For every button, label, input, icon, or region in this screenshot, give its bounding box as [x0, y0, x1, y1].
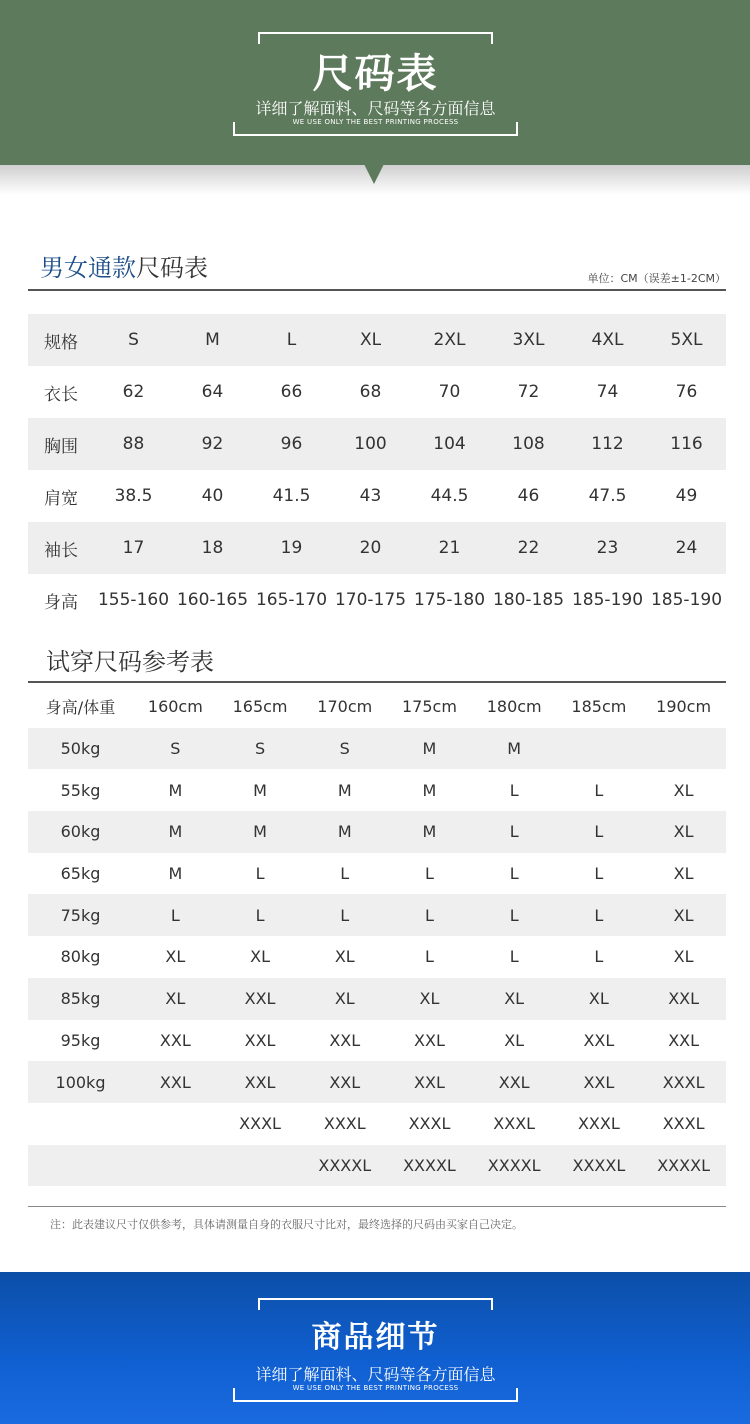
- banner-frame: [233, 32, 518, 136]
- size-section-title: [40, 248, 208, 283]
- table-cell: 165-170: [255, 590, 328, 610]
- row-header-cell: 肩宽: [44, 488, 78, 509]
- table-cell: 180-185: [492, 590, 565, 610]
- table-cell: XXXXL: [302, 1145, 387, 1187]
- size-table-row: [28, 574, 726, 626]
- table-cell: M: [173, 314, 252, 366]
- table-cell: XL: [165, 947, 186, 967]
- table-cell: 155-160: [97, 590, 170, 610]
- fit-table-row: [28, 1145, 726, 1187]
- section-divider: [28, 289, 726, 291]
- table-cell: L: [252, 314, 331, 366]
- table-cell: XL: [387, 978, 472, 1020]
- table-cell: 92: [173, 418, 252, 470]
- table-cell: 116: [647, 418, 726, 470]
- table-cell: 190cm: [656, 697, 712, 717]
- table-cell: XXXL: [239, 1114, 281, 1134]
- table-cell: M: [387, 811, 472, 853]
- table-cell: XXL: [302, 1061, 387, 1103]
- row-header-cell: 65kg: [60, 864, 101, 884]
- table-cell: 170cm: [317, 697, 373, 717]
- table-cell: 43: [359, 486, 382, 506]
- table-cell: 108: [489, 418, 568, 470]
- table-cell: 104: [410, 418, 489, 470]
- table-cell: XXL: [218, 1061, 303, 1103]
- table-cell: L: [472, 894, 557, 936]
- fit-divider: [28, 681, 726, 683]
- table-cell: 112: [568, 418, 647, 470]
- table-cell: M: [133, 811, 218, 853]
- fit-table-row: [28, 728, 726, 770]
- table-cell: M: [387, 728, 472, 770]
- row-header-cell: 50kg: [28, 728, 133, 770]
- table-cell: L: [594, 947, 604, 967]
- banner-title: 尺码表: [312, 51, 439, 97]
- table-cell: 23: [568, 522, 647, 574]
- table-cell: S: [302, 728, 387, 770]
- table-cell: 180cm: [486, 697, 542, 717]
- table-cell: L: [509, 947, 519, 967]
- table-cell: 18: [173, 522, 252, 574]
- table-cell: XXL: [668, 1030, 700, 1050]
- table-cell: XL: [302, 978, 387, 1020]
- table-cell: 19: [252, 522, 331, 574]
- table-cell: L: [425, 947, 434, 967]
- table-cell: XL: [557, 978, 642, 1020]
- table-cell: L: [509, 864, 519, 884]
- banner-tagline: WE USE ONLY THE BEST PRINTING PROCESS: [292, 118, 459, 126]
- table-cell: XXXXL: [387, 1145, 472, 1187]
- table-cell: 185-190: [650, 590, 723, 610]
- table-cell: XL: [673, 780, 694, 800]
- table-cell: 100: [331, 418, 410, 470]
- table-cell: 165cm: [232, 697, 288, 717]
- row-header-cell: 身高/体重: [45, 698, 116, 718]
- fit-table-row: [28, 1061, 726, 1103]
- table-cell: XXL: [641, 978, 726, 1020]
- table-cell: L: [133, 894, 218, 936]
- table-cell: L: [340, 864, 350, 884]
- table-cell: M: [472, 728, 557, 770]
- table-cell: XXXXL: [472, 1145, 557, 1187]
- table-cell: L: [594, 780, 604, 800]
- row-header-cell: 身高: [44, 592, 78, 613]
- table-cell: S: [133, 728, 218, 770]
- table-cell: 66: [280, 382, 303, 402]
- fit-table-row: [28, 1103, 726, 1145]
- table-cell: M: [302, 811, 387, 853]
- fit-table-row: [28, 978, 726, 1020]
- table-cell: 170-175: [334, 590, 407, 610]
- row-header-cell: 衣长: [44, 384, 78, 405]
- table-cell: XXXL: [662, 1114, 705, 1134]
- table-cell: XL: [472, 978, 557, 1020]
- top-banner: [0, 0, 750, 165]
- table-cell: XXXXL: [641, 1145, 726, 1187]
- table-cell: L: [425, 864, 434, 884]
- table-cell: 88: [94, 418, 173, 470]
- table-cell: XL: [504, 1030, 525, 1050]
- table-cell: L: [472, 811, 557, 853]
- row-header-cell: 100kg: [28, 1061, 133, 1103]
- bottom-divider: [28, 1206, 726, 1207]
- table-cell: 20: [331, 522, 410, 574]
- table-cell: XL: [641, 894, 726, 936]
- table-cell: 22: [489, 522, 568, 574]
- size-title-highlight: 男女通款: [40, 254, 136, 282]
- fit-table-row: [28, 1020, 726, 1062]
- banner-tagline: WE USE ONLY THE BEST PRINTING PROCESS: [292, 1384, 459, 1392]
- table-cell: 64: [201, 382, 224, 402]
- banner-subtitle: 详细了解面料、尺码等各方面信息: [255, 99, 496, 118]
- table-cell: 24: [647, 522, 726, 574]
- table-cell: [557, 728, 642, 770]
- table-cell: XXL: [244, 1030, 276, 1050]
- table-cell: XL: [673, 864, 694, 884]
- table-cell: L: [302, 894, 387, 936]
- table-cell: 4XL: [568, 314, 647, 366]
- table-cell: S: [218, 728, 303, 770]
- row-header-cell: 55kg: [60, 780, 101, 800]
- table-cell: 49: [675, 486, 698, 506]
- table-cell: [641, 728, 726, 770]
- row-header-cell: 80kg: [60, 947, 101, 967]
- table-cell: L: [387, 894, 472, 936]
- row-header-cell: 95kg: [60, 1030, 101, 1050]
- table-cell: 62: [122, 382, 145, 402]
- table-cell: 38.5: [114, 486, 153, 506]
- disclaimer-note: 注：此表建议尺寸仅供参考，具体请测量自身的衣服尺寸比对，最终选择的尺码由买家自己决定。: [50, 1218, 523, 1231]
- table-cell: XXL: [159, 1030, 191, 1050]
- size-table-row: [28, 314, 726, 366]
- fit-table-row: [28, 936, 726, 978]
- fit-table: [28, 686, 726, 1186]
- row-header-cell: 60kg: [28, 811, 133, 853]
- size-table-row: [28, 522, 726, 574]
- table-cell: XXXL: [641, 1061, 726, 1103]
- table-cell: 74: [596, 382, 619, 402]
- size-title-rest: 尺码表: [136, 254, 208, 282]
- table-cell: 175-180: [413, 590, 486, 610]
- table-cell: XXL: [387, 1061, 472, 1103]
- table-cell: 40: [201, 486, 224, 506]
- table-cell: XL: [250, 947, 270, 967]
- table-cell: L: [594, 864, 604, 884]
- table-cell: XXL: [583, 1030, 615, 1050]
- fit-table-row: [28, 894, 726, 936]
- table-cell: 185-190: [571, 590, 644, 610]
- table-cell: 185cm: [571, 697, 627, 717]
- table-cell: XXL: [557, 1061, 642, 1103]
- banner-subtitle: 详细了解面料、尺码等各方面信息: [255, 1365, 496, 1384]
- unit-note: 单位：CM（误差±1-2CM）: [587, 272, 726, 285]
- table-cell: 70: [438, 382, 461, 402]
- table-cell: XL: [641, 811, 726, 853]
- table-cell: S: [94, 314, 173, 366]
- table-cell: M: [253, 780, 267, 800]
- table-cell: 46: [517, 486, 540, 506]
- table-cell: L: [509, 780, 519, 800]
- table-cell: XXL: [218, 978, 303, 1020]
- banner-frame: [233, 1298, 518, 1402]
- table-cell: 41.5: [272, 486, 311, 506]
- row-header-cell: 胸围: [28, 418, 94, 470]
- table-cell: M: [422, 780, 437, 800]
- size-table-row: [28, 366, 726, 418]
- row-header-cell: 袖长: [28, 522, 94, 574]
- table-cell: XL: [673, 947, 694, 967]
- row-header-cell: 75kg: [28, 894, 133, 936]
- fit-table-row: [28, 769, 726, 811]
- table-cell: XXL: [329, 1030, 361, 1050]
- table-cell: 68: [359, 382, 382, 402]
- table-cell: XXXL: [493, 1114, 536, 1134]
- table-cell: L: [218, 894, 303, 936]
- table-cell: M: [168, 780, 183, 800]
- table-cell: 21: [410, 522, 489, 574]
- row-header-cell: 规格: [28, 314, 94, 366]
- table-cell: XXXL: [323, 1114, 366, 1134]
- table-cell: 96: [252, 418, 331, 470]
- table-cell: [133, 1103, 218, 1145]
- table-cell: M: [168, 864, 183, 884]
- table-cell: L: [557, 811, 642, 853]
- table-cell: 175cm: [402, 697, 457, 717]
- table-cell: 17: [94, 522, 173, 574]
- table-cell: 47.5: [588, 486, 627, 506]
- table-cell: XXL: [414, 1030, 445, 1050]
- table-cell: M: [218, 811, 303, 853]
- row-header-cell: 85kg: [28, 978, 133, 1020]
- row-header-cell: [28, 1103, 133, 1145]
- table-cell: XXL: [133, 1061, 218, 1103]
- table-cell: 76: [675, 382, 698, 402]
- size-table-row: [28, 418, 726, 470]
- table-cell: 160cm: [147, 697, 203, 717]
- table-cell: XXXL: [408, 1114, 451, 1134]
- fit-table-row: [28, 811, 726, 853]
- table-cell: 3XL: [489, 314, 568, 366]
- table-cell: XL: [334, 947, 355, 967]
- fit-table-row: [28, 853, 726, 895]
- table-cell: L: [557, 894, 642, 936]
- table-cell: 160-165: [176, 590, 249, 610]
- size-table: [28, 314, 726, 626]
- table-cell: XL: [133, 978, 218, 1020]
- table-cell: 44.5: [430, 486, 469, 506]
- banner-notch: [364, 164, 384, 184]
- table-cell: 72: [517, 382, 540, 402]
- table-cell: [133, 1145, 218, 1187]
- table-cell: 2XL: [410, 314, 489, 366]
- table-cell: XL: [331, 314, 410, 366]
- row-header-cell: [28, 1145, 133, 1187]
- size-table-row: [28, 470, 726, 522]
- table-cell: XXXXL: [557, 1145, 642, 1187]
- table-cell: XXL: [472, 1061, 557, 1103]
- bottom-banner: [0, 1272, 750, 1424]
- table-cell: L: [255, 864, 265, 884]
- table-cell: 5XL: [647, 314, 726, 366]
- fit-section-title: 试穿尺码参考表: [46, 648, 214, 676]
- table-cell: M: [337, 780, 352, 800]
- banner-title: 商品细节: [311, 1320, 440, 1355]
- table-cell: [218, 1145, 303, 1187]
- table-cell: XXXL: [577, 1114, 620, 1134]
- fit-table-row: [28, 686, 726, 728]
